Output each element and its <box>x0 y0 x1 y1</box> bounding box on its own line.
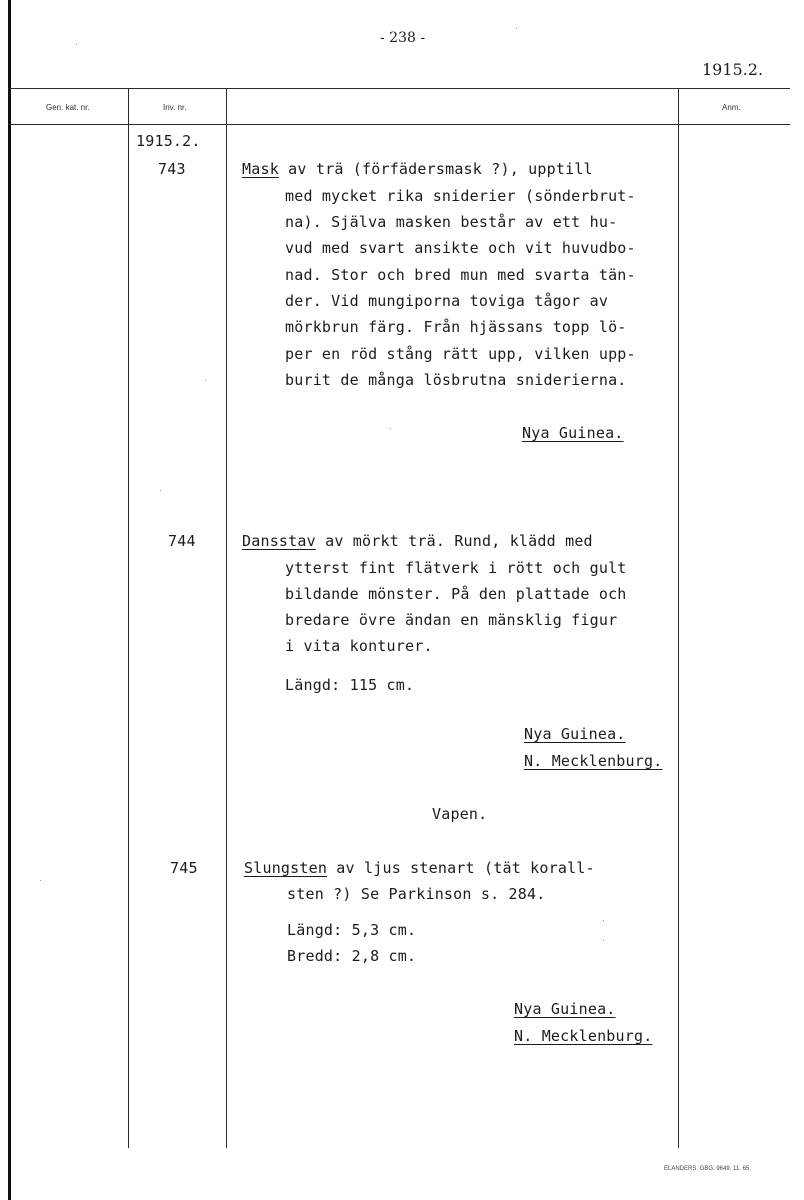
entry-745-first-line <box>244 859 595 877</box>
column-divider-2 <box>226 88 227 1148</box>
entry-744-line: i vita konturer. <box>285 637 433 655</box>
entry-745-length: Längd: 5,3 cm. <box>287 921 417 939</box>
col-header-anm: Anm. <box>722 103 741 112</box>
entry-744-first-text: av mörkt trä. Rund, klädd med <box>315 532 593 550</box>
scan-speck <box>205 380 206 381</box>
header-year: 1915.2. <box>702 60 764 79</box>
entry-744-line: bildande mönster. På den plattade och <box>285 585 627 603</box>
column-divider-3 <box>678 88 679 1148</box>
header-bottom-rule <box>8 124 790 125</box>
page-number: - 238 - <box>380 30 426 46</box>
entry-743-line: na). Själva masken består av ett hu- <box>285 213 618 231</box>
entry-744-line: ytterst fint flätverk i rött och gult <box>285 559 627 577</box>
scan-speck <box>603 940 604 941</box>
entry-743-line: nad. Stor och bred mun med svarta tän- <box>285 266 636 284</box>
entry-745-first-text: av ljus stenart (tät korall- <box>327 859 595 877</box>
scan-speck <box>603 920 604 921</box>
entry-743-line: mörkbrun färg. Från hjässans topp lö- <box>285 318 627 336</box>
entry-743-first-line <box>242 160 593 178</box>
printer-mark: ELANDERS. GBG. 9649. 11. 65. <box>664 1166 751 1172</box>
entry-744-region: N. Mecklenburg. <box>524 752 663 770</box>
entry-743-line: vud med svart ansikte och vit huvudbo- <box>285 239 636 257</box>
scan-speck <box>516 28 517 29</box>
year-label: 1915.2. <box>136 132 201 150</box>
col-header-gen-kat: Gen. kat. nr. <box>46 103 90 112</box>
entry-745-title: Slungsten <box>244 859 328 877</box>
scan-speck <box>76 44 77 45</box>
entry-744-first-line <box>242 532 593 550</box>
scan-speck <box>390 428 391 429</box>
entry-743-place: Nya Guinea. <box>522 424 624 442</box>
page-margin-bar <box>8 0 11 1200</box>
entry-744-length: Längd: 115 cm. <box>285 676 415 694</box>
section-heading: Vapen. <box>432 805 488 823</box>
entry-745-place: Nya Guinea. <box>514 1000 616 1018</box>
entry-743-title: Mask <box>242 160 279 178</box>
column-divider-1 <box>128 88 129 1148</box>
inv-number-743: 743 <box>158 160 186 178</box>
entry-744-title: Dansstav <box>242 532 316 550</box>
col-header-inv: Inv. nr. <box>163 103 187 112</box>
entry-744-line: bredare övre ändan en mänsklig figur <box>285 611 618 629</box>
scan-speck <box>40 880 41 881</box>
inv-number-745: 745 <box>170 859 198 877</box>
entry-744-place: Nya Guinea. <box>524 725 626 743</box>
entry-745-region: N. Mecklenburg. <box>514 1027 653 1045</box>
inv-number-744: 744 <box>168 532 196 550</box>
entry-743-line: med mycket rika sniderier (sönderbrut- <box>285 187 636 205</box>
entry-745-width: Bredd: 2,8 cm. <box>287 947 417 965</box>
entry-743-line: der. Vid mungiporna toviga tågor av <box>285 292 609 310</box>
scan-speck <box>160 490 161 491</box>
entry-745-line: sten ?) Se Parkinson s. 284. <box>287 885 546 903</box>
entry-743-line: burit de många lösbrutna sniderierna. <box>285 371 627 389</box>
header-top-rule <box>8 88 790 89</box>
entry-743-first-text: av trä (förfädersmask ?), upptill <box>278 160 593 178</box>
entry-743-line: per en röd stång rätt upp, vilken upp- <box>285 345 636 363</box>
